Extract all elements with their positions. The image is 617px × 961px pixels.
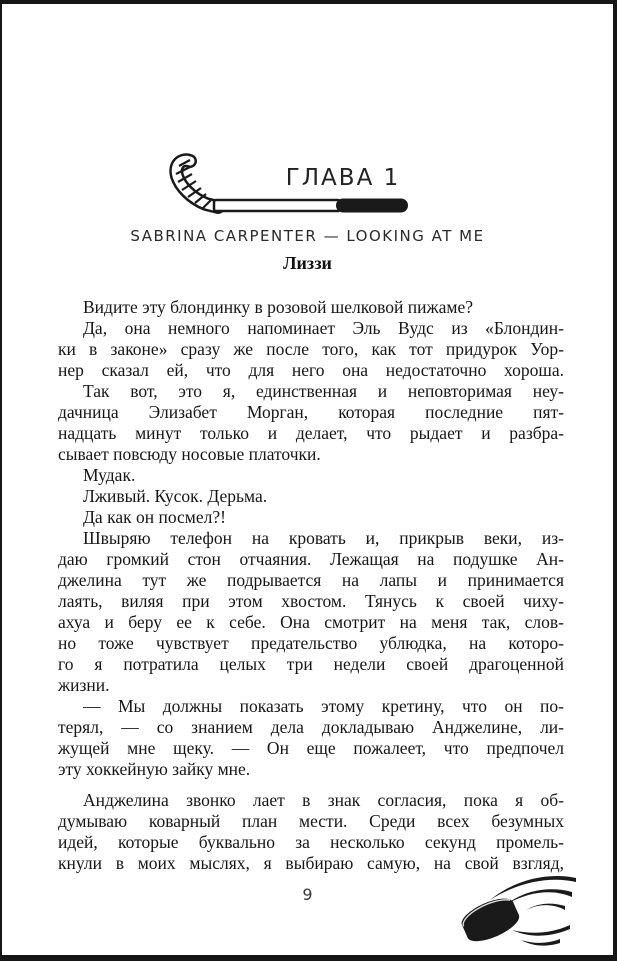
text-line: го я потратила целых три недели своей драгоценной [58, 654, 564, 674]
text-line: надцать минут только и делает, что рыдает и разбра- [58, 423, 564, 443]
text-line: но тоже чувствует предательство ублюдка, на которо- [58, 633, 564, 653]
text-line: думываю коварный план мести. Среди всех безумных [58, 811, 564, 831]
paragraph [58, 318, 564, 381]
paragraph [58, 297, 564, 318]
text-line: эту хоккейную зайку мне. [58, 759, 251, 779]
paragraph [58, 507, 564, 528]
paragraph [58, 381, 564, 465]
paragraph [58, 486, 564, 507]
text-line: джелина тут же подрывается на лапы и принимается [58, 570, 564, 590]
text-line: Анджелина звонко лает в знак согласия, пока я об- [83, 790, 564, 810]
text-line: Лживый. Кусок. Дерьма. [83, 486, 268, 506]
section-title: Лиззи [283, 253, 332, 273]
chapter-title: ГЛАВА 1 [285, 165, 401, 191]
text-line: ахуа и беру ее к себе. Она смотрит на меня так, слов- [58, 612, 564, 632]
text-line: терял, — со знанием дела докладываю Анджелине, ли- [58, 717, 564, 737]
body-text [58, 297, 564, 874]
text-line: жизни. [58, 675, 110, 695]
text-line: нер сказал ей, что для него она недостаточно хороша. [58, 360, 564, 380]
paragraph [58, 465, 564, 486]
paragraph [58, 696, 564, 780]
text-line: ки в законе» сразу же после того, как тот придурок Уор- [58, 339, 564, 359]
paragraph [58, 790, 564, 874]
chapter-subtitle: SABRINA CARPENTER — LOOKING AT ME [130, 227, 485, 245]
text-line: дачница Элизабет Морган, которая последние пят- [58, 402, 564, 422]
text-line: кнули в моих мыслях, я выбираю самую, на свой взгляд, [58, 853, 564, 873]
paragraph [58, 528, 564, 696]
text-line: жущей мне щеку. — Он еще пожалеет, что предпочел [58, 738, 564, 758]
text-line: лаять, виляя при этом хвостом. Тянусь к своей чиху- [58, 591, 564, 611]
text-line: сывает повсюду носовые платочки. [58, 444, 321, 464]
text-line: даю громкий стон отчаяния. Лежащая на подушке Ан- [58, 549, 564, 569]
text-line: — Мы должны показать этому кретину, что он по- [83, 696, 564, 716]
text-line: Видите эту блондинку в розовой шелковой пижаме? [83, 297, 473, 317]
text-line: Мудак. [83, 465, 136, 485]
chapter-header [158, 152, 418, 218]
page-number: 9 [302, 885, 313, 904]
text-line: идей, которые буквально за несколько секунд промель- [58, 832, 564, 852]
hockey-puck-icon [450, 873, 580, 957]
text-line: Швыряю телефон на кровать и, прикрыв веки, из- [83, 528, 564, 548]
text-line: Так вот, это я, единственная и неповторимая неу- [83, 381, 564, 401]
text-line: Да как он посмел?! [83, 507, 226, 527]
text-line: Да, она немного напоминает Эль Вудс из «Блондин- [83, 318, 564, 338]
